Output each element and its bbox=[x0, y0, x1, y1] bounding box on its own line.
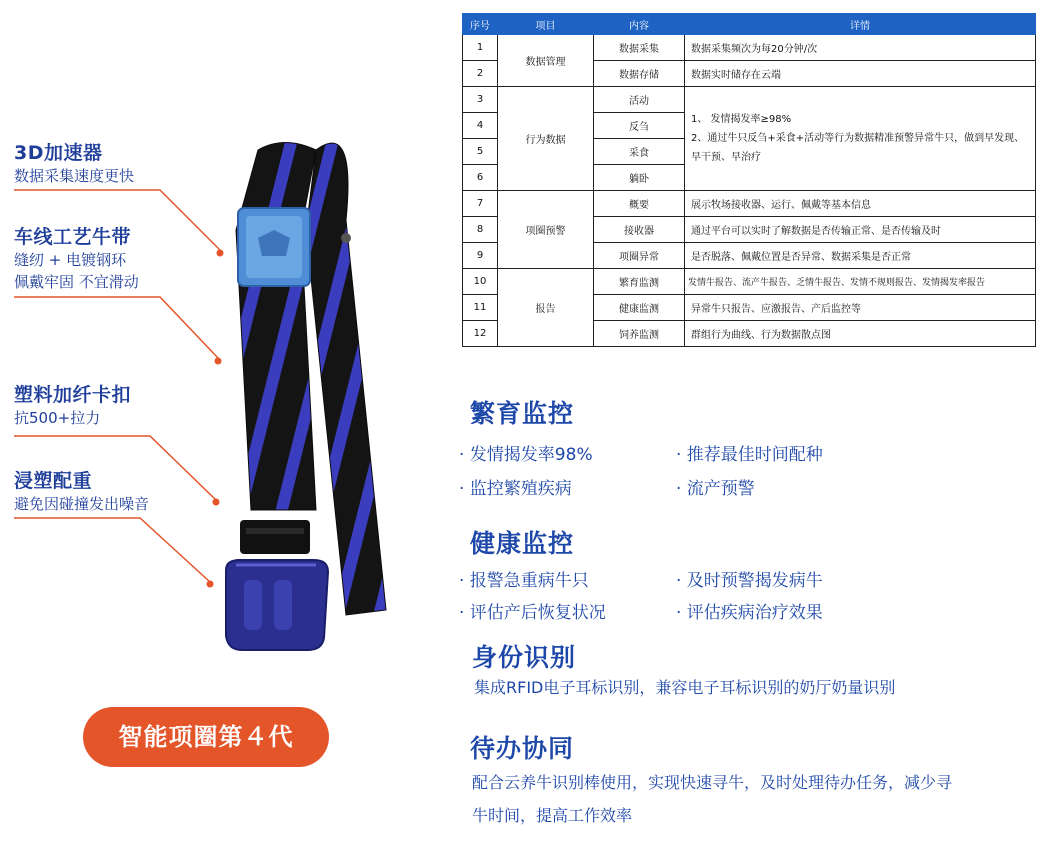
cell-no: 4 bbox=[463, 113, 498, 139]
header-no: 序号 bbox=[463, 14, 498, 35]
feature-strap bbox=[14, 225, 139, 293]
callout-line-weight bbox=[14, 518, 210, 582]
collab-title: 待办协同 bbox=[470, 734, 575, 763]
health-bullet: · 报警急重病牛只 bbox=[459, 571, 589, 591]
cell-content: 项圈异常 bbox=[594, 243, 685, 269]
strap-back bbox=[306, 143, 386, 615]
cell-content: 概要 bbox=[594, 191, 685, 217]
cell-item: 项圈预警 bbox=[498, 191, 594, 269]
cell-content: 数据存储 bbox=[594, 61, 685, 87]
callout-dot-buckle bbox=[213, 499, 220, 506]
generation-badge: 智能项圈第４代 bbox=[83, 707, 329, 767]
cell-no: 8 bbox=[463, 217, 498, 243]
identity-title: 身份识别 bbox=[472, 643, 577, 672]
cell-content: 饲养监测 bbox=[594, 321, 685, 347]
cell-no: 9 bbox=[463, 243, 498, 269]
feature-desc: 避免因碰撞发出噪音 bbox=[14, 495, 150, 513]
callout-lines bbox=[0, 0, 260, 620]
cell-detail: 群组行为曲线、行为数据散点图 bbox=[685, 321, 1036, 347]
identity-text: 集成RFID电子耳标识别，兼容电子耳标识别的奶厅奶量识别 bbox=[474, 678, 896, 697]
cell-no: 1 bbox=[463, 35, 498, 61]
cell-content: 接收器 bbox=[594, 217, 685, 243]
feature-buckle bbox=[14, 383, 131, 429]
cell-no: 11 bbox=[463, 295, 498, 321]
header-content: 内容 bbox=[594, 14, 685, 35]
callout-dot-strap bbox=[215, 358, 222, 365]
header-item: 项目 bbox=[498, 14, 594, 35]
collab-text-line2: 牛时间，提高工作效率 bbox=[472, 806, 633, 825]
feature-desc: 缝纫 + 电镀钢环 bbox=[14, 251, 127, 269]
table-row bbox=[463, 35, 1036, 61]
feature-desc: 佩戴牢固 不宜滑动 bbox=[14, 273, 139, 291]
feature-desc: 数据采集速度更快 bbox=[14, 167, 135, 185]
breeding-bullet: · 流产预警 bbox=[676, 479, 755, 499]
cell-no: 7 bbox=[463, 191, 498, 217]
cell-item: 报告 bbox=[498, 269, 594, 347]
cell-no: 5 bbox=[463, 139, 498, 165]
feature-title: 浸塑配重 bbox=[14, 470, 93, 492]
table-row bbox=[463, 269, 1036, 295]
cell-detail bbox=[685, 87, 1036, 191]
cell-detail: 是否脱落、佩戴位置是否异常、数据采集是否正常 bbox=[685, 243, 1036, 269]
cell-no: 10 bbox=[463, 269, 498, 295]
breeding-bullet: · 发情揭发率98% bbox=[459, 445, 593, 465]
callout-dot-accelerator bbox=[217, 250, 224, 257]
cell-content: 活动 bbox=[594, 87, 685, 113]
cell-content: 反刍 bbox=[594, 113, 685, 139]
cell-no: 6 bbox=[463, 165, 498, 191]
cell-item: 数据管理 bbox=[498, 35, 594, 87]
cell-detail: 异常牛只报告、应激报告、产后监控等 bbox=[685, 295, 1036, 321]
cell-detail: 发情牛报告、流产牛报告、乏情牛报告、发情不规则报告、发情揭发率报告 bbox=[685, 269, 1036, 295]
cell-item: 行为数据 bbox=[498, 87, 594, 191]
table-header-row bbox=[463, 14, 1036, 35]
cell-detail: 数据实时储存在云端 bbox=[685, 61, 1036, 87]
cell-detail: 通过平台可以实时了解数据是否传输正常、是否传输及时 bbox=[685, 217, 1036, 243]
callout-dot-weight bbox=[207, 581, 214, 588]
cell-content: 健康监测 bbox=[594, 295, 685, 321]
breeding-bullet: · 监控繁殖疾病 bbox=[459, 479, 572, 499]
cell-content: 采食 bbox=[594, 139, 685, 165]
breeding-bullet: · 推荐最佳时间配种 bbox=[676, 445, 823, 465]
table-row bbox=[463, 87, 1036, 113]
detail-text: 1、 发情揭发率≥98% 2、通过牛只反刍+采食+活动等行为数据精准预警异常牛只，做到早发现、早干预、早治疗 bbox=[691, 114, 1025, 163]
callout-line-strap bbox=[14, 297, 218, 358]
cell-content: 数据采集 bbox=[594, 35, 685, 61]
spec-table bbox=[462, 13, 1036, 347]
feature-accelerator bbox=[14, 141, 134, 187]
feature-title: 塑料加纤卡扣 bbox=[14, 384, 132, 406]
health-title: 健康监控 bbox=[470, 529, 575, 558]
cell-detail: 展示牧场接收器、运行、佩戴等基本信息 bbox=[685, 191, 1036, 217]
collab-text-line1: 配合云养牛识别棒使用，实现快速寻牛，及时处理待办任务，减少寻 bbox=[472, 773, 953, 792]
cell-content: 繁育监测 bbox=[594, 269, 685, 295]
feature-title: 3D加速器 bbox=[14, 142, 103, 164]
health-bullet: · 及时预警揭发病牛 bbox=[676, 571, 823, 591]
health-bullet: · 评估产后恢复状况 bbox=[459, 603, 606, 623]
cell-no: 3 bbox=[463, 87, 498, 113]
header-detail: 详情 bbox=[685, 14, 1036, 35]
cell-no: 12 bbox=[463, 321, 498, 347]
feature-desc: 抗500+拉力 bbox=[14, 409, 101, 427]
feature-title: 车线工艺牛带 bbox=[14, 226, 132, 248]
table-row bbox=[463, 191, 1036, 217]
cell-content: 躺卧 bbox=[594, 165, 685, 191]
cell-no: 2 bbox=[463, 61, 498, 87]
cell-detail: 数据采集频次为每20分钟/次 bbox=[685, 35, 1036, 61]
feature-counterweight bbox=[14, 469, 149, 515]
breeding-title: 繁育监控 bbox=[470, 399, 575, 428]
health-bullet: · 评估疾病治疗效果 bbox=[676, 603, 823, 623]
